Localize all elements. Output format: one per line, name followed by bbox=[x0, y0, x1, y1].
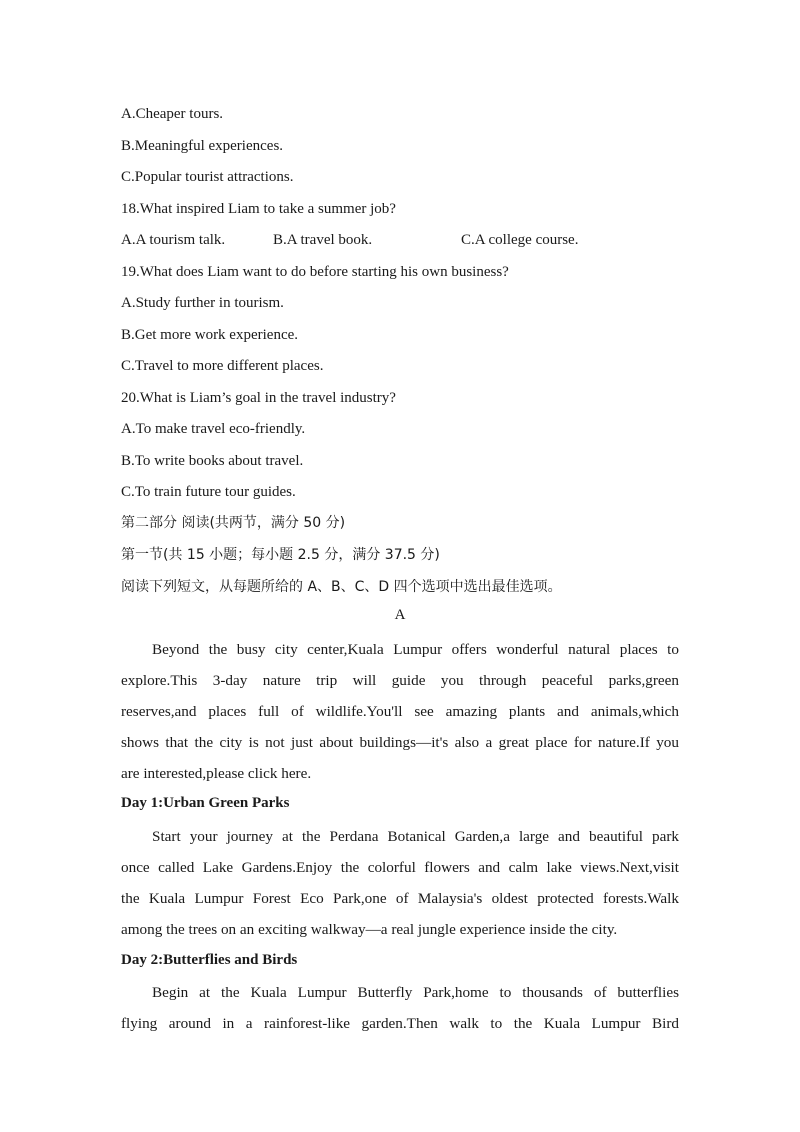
q20-option-a: A.To make travel eco-friendly. bbox=[121, 421, 306, 437]
q19-option-a: A.Study further in tourism. bbox=[121, 295, 284, 311]
paragraph-line: are interested,please click here. bbox=[121, 765, 312, 782]
day2-heading: Day 2:Butterflies and Birds bbox=[121, 952, 298, 968]
paragraph-line: shows that the city is not just about buildings—it's also a great place for nature.If you bbox=[121, 734, 679, 751]
q20-question: 20.What is Liam’s goal in the travel industry? bbox=[121, 390, 396, 406]
paragraph-line: Begin at the Kuala Lumpur Butterfly Park,home to thousands of butterflies bbox=[152, 984, 679, 1001]
q17-option-c: C.Popular tourist attractions. bbox=[121, 169, 294, 185]
paragraph-line: flying around in a rainforest-like garden.Then walk to the Kuala Lumpur Bird bbox=[121, 1015, 679, 1032]
day1-paragraph bbox=[121, 821, 679, 945]
q19-option-c: C.Travel to more different places. bbox=[121, 358, 324, 374]
q18-question: 18.What inspired Liam to take a summer job? bbox=[121, 201, 396, 217]
q20-option-b: B.To write books about travel. bbox=[121, 453, 304, 469]
q19-option-b: B.Get more work experience. bbox=[121, 327, 299, 343]
q17-option-b: B.Meaningful experiences. bbox=[121, 138, 284, 154]
day1-heading: Day 1:Urban Green Parks bbox=[121, 795, 290, 811]
q19-question: 19.What does Liam want to do before starting his own business? bbox=[121, 264, 509, 280]
section1-title: 第一节(共 15 小题；每小题 2.5 分，满分 37.5 分) bbox=[121, 547, 440, 563]
paragraph-line: explore.This 3-day nature trip will guide you through peaceful parks,green bbox=[121, 672, 679, 689]
q18-option-a: A.A tourism talk. bbox=[121, 232, 226, 248]
passage-intro bbox=[121, 634, 679, 789]
paragraph-line: among the trees on an exciting walkway—a real jungle experience inside the city. bbox=[121, 921, 618, 938]
reading-instruction: 阅读下列短文，从每题所给的 A、B、C、D 四个选项中选出最佳选项。 bbox=[121, 579, 562, 595]
q18-option-c: C.A college course. bbox=[461, 232, 579, 248]
q18-options bbox=[121, 230, 681, 250]
q17-option-a: A.Cheaper tours. bbox=[121, 106, 224, 122]
paragraph-line: once called Lake Gardens.Enjoy the colorful flowers and calm lake views.Next,visit bbox=[121, 859, 679, 876]
part2-title: 第二部分 阅读(共两节，满分 50 分) bbox=[121, 515, 346, 531]
day2-paragraph bbox=[121, 977, 679, 1039]
paragraph-line: Start your journey at the Perdana Botanical Garden,a large and beautiful park bbox=[152, 828, 679, 845]
paragraph-line: the Kuala Lumpur Forest Eco Park,one of Malaysia's oldest protected forests.Walk bbox=[121, 890, 679, 907]
paragraph-line: reserves,and places full of wildlife.You'll see amazing plants and animals,which bbox=[121, 703, 679, 720]
q18-option-b: B.A travel book. bbox=[273, 232, 373, 248]
passage-label: A bbox=[394, 607, 406, 623]
q20-option-c: C.To train future tour guides. bbox=[121, 484, 296, 500]
paragraph-line: Beyond the busy city center,Kuala Lumpur offers wonderful natural places to bbox=[152, 641, 679, 658]
